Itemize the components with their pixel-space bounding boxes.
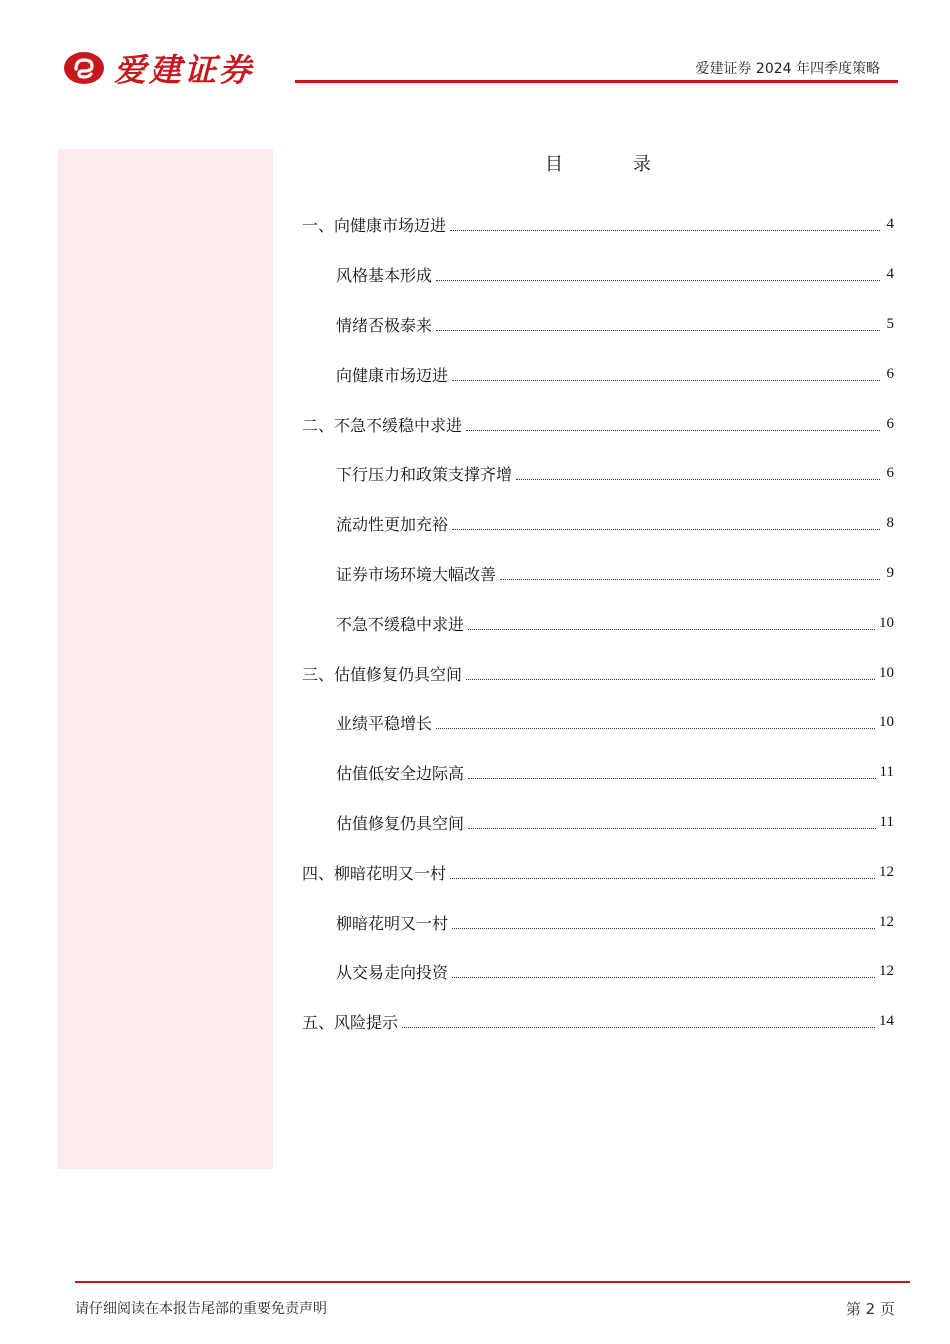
toc-leader-dots (402, 1027, 875, 1028)
toc-entry-label: 五、风险提示 (302, 1013, 399, 1033)
report-title: 爱建证券 2024 年四季度策略 (695, 61, 880, 77)
toc-leader-dots (468, 778, 876, 779)
company-logo (62, 48, 254, 88)
toc-entry-label: 一、向健康市场迈进 (302, 216, 447, 236)
toc-entry[interactable] (302, 349, 894, 399)
logo-text: 爱建证券 (114, 51, 255, 89)
toc-entry-label: 估值修复仍具空间 (336, 813, 465, 833)
toc-entry-page: 8 (886, 515, 894, 532)
toc-entry-page: 6 (886, 465, 894, 482)
toc-leader-dots (436, 280, 880, 281)
toc-entry[interactable] (302, 648, 894, 698)
toc-leader-dots (466, 679, 875, 680)
toc-entry-page: 10 (879, 614, 894, 631)
toc-entry[interactable] (302, 300, 894, 350)
page-number: 第 2 页 (845, 1300, 895, 1318)
toc-leader-dots (466, 430, 880, 431)
toc-leader-dots (468, 828, 876, 829)
toc-entry-label: 业绩平稳增长 (336, 714, 433, 734)
toc-leader-dots (452, 529, 880, 530)
toc-entry-page: 6 (886, 365, 894, 382)
table-of-contents (302, 200, 894, 1047)
toc-leader-dots (436, 330, 880, 331)
toc-entry-label: 向健康市场迈进 (336, 365, 449, 385)
toc-leader-dots (450, 878, 875, 879)
toc-leader-dots (450, 230, 880, 231)
toc-entry-label: 估值低安全边际高 (336, 764, 465, 784)
toc-entry-page: 5 (886, 315, 894, 332)
toc-entry-label: 证券市场环境大幅改善 (336, 564, 497, 584)
toc-entry-page: 4 (886, 266, 894, 283)
toc-entry-label: 不急不缓稳中求进 (336, 614, 465, 634)
toc-leader-dots (468, 629, 875, 630)
toc-entry[interactable] (302, 399, 894, 449)
toc-entry-label: 四、柳暗花明又一村 (302, 863, 447, 883)
toc-entry-label: 流动性更加充裕 (336, 515, 449, 535)
toc-entry[interactable] (302, 847, 894, 897)
toc-entry[interactable] (302, 947, 894, 997)
logo-icon (62, 49, 106, 87)
toc-entry-label: 下行压力和政策支撑齐增 (336, 465, 513, 485)
toc-entry[interactable] (302, 897, 894, 947)
toc-entry-label: 柳暗花明又一村 (336, 913, 449, 933)
toc-title-right: 录 (633, 154, 651, 175)
toc-entry-label: 二、不急不缓稳中求进 (302, 415, 463, 435)
toc-entry-label: 三、估值修复仍具空间 (302, 664, 463, 684)
toc-title-left: 目 (545, 154, 563, 175)
toc-entry[interactable] (302, 549, 894, 599)
toc-entry-page: 12 (879, 863, 894, 880)
toc-entry-page: 4 (886, 216, 894, 233)
toc-title (545, 150, 651, 176)
toc-entry[interactable] (302, 598, 894, 648)
toc-entry-page: 10 (879, 714, 894, 731)
toc-entry-page: 11 (879, 813, 894, 830)
toc-entry-page: 9 (886, 564, 894, 581)
toc-entry-label: 从交易走向投资 (336, 963, 449, 983)
toc-entry-page: 6 (886, 415, 894, 432)
toc-entry[interactable] (302, 798, 894, 848)
toc-entry[interactable] (302, 449, 894, 499)
header-divider (295, 80, 898, 83)
toc-leader-dots (500, 579, 880, 580)
toc-leader-dots (452, 380, 880, 381)
toc-entry-page: 12 (879, 963, 894, 980)
toc-entry[interactable] (302, 698, 894, 748)
toc-entry[interactable] (302, 748, 894, 798)
toc-entry-label: 情绪否极泰来 (336, 315, 433, 335)
toc-entry-page: 10 (879, 664, 894, 681)
toc-leader-dots (452, 977, 875, 978)
toc-entry-page: 11 (879, 764, 894, 781)
toc-entry[interactable] (302, 250, 894, 300)
toc-entry-label: 风格基本形成 (336, 266, 433, 286)
toc-entry[interactable] (302, 499, 894, 549)
toc-entry-page: 14 (879, 1013, 894, 1030)
footer-divider (75, 1281, 910, 1283)
sidebar-panel (58, 149, 273, 1169)
disclaimer-note: 请仔细阅读在本报告尾部的重要免责声明 (75, 1301, 327, 1317)
toc-entry-page: 12 (879, 913, 894, 930)
toc-leader-dots (436, 728, 875, 729)
toc-entry[interactable] (302, 997, 894, 1047)
toc-entry[interactable] (302, 200, 894, 250)
toc-leader-dots (452, 928, 875, 929)
toc-leader-dots (516, 479, 880, 480)
